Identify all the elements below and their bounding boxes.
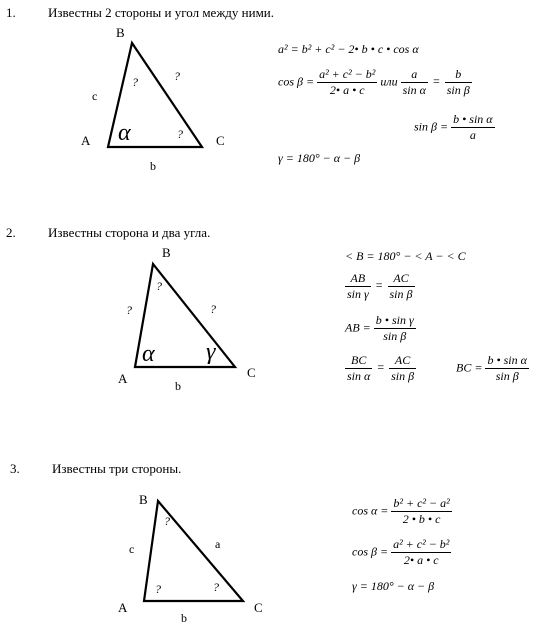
ratio-a-denominator: sin α xyxy=(402,83,426,97)
equals-sign: = xyxy=(377,360,385,375)
denominator: sin α xyxy=(347,369,371,383)
numerator: a² + c² − b² xyxy=(393,537,450,551)
vertex-b-label: B xyxy=(139,492,148,507)
unknown-side-a: ? xyxy=(174,69,180,83)
unknown-angle-b: ? xyxy=(156,279,162,293)
side-a-label: a xyxy=(215,537,221,551)
gamma-formula: γ = 180° − α − β xyxy=(352,579,435,593)
vertex-c-label: C xyxy=(254,600,263,615)
angle-alpha-symbol: α xyxy=(142,341,155,367)
cos-alpha-fraction xyxy=(391,496,451,527)
sin-beta-denominator: a xyxy=(469,128,476,142)
denominator: sin β xyxy=(383,329,407,343)
or-word: или xyxy=(380,74,398,89)
unknown-angle-a: ? xyxy=(155,582,161,596)
cos-beta-lhs: cos β = xyxy=(352,544,389,559)
cos-alpha-formula xyxy=(352,496,452,527)
denominator: sin β xyxy=(389,287,413,301)
numerator: AC xyxy=(389,353,416,369)
ab-lhs: AB = xyxy=(345,320,371,335)
side-b-label: b xyxy=(181,611,187,625)
unknown-angle-b: ? xyxy=(132,75,138,89)
angle-gamma-symbol: γ xyxy=(206,339,216,365)
vertex-b-label: B xyxy=(162,245,171,260)
unknown-angle-b: ? xyxy=(164,514,170,528)
numerator: b² + c² − a² xyxy=(393,496,450,510)
bc-lhs: BC = xyxy=(456,360,483,375)
side-c-label: c xyxy=(129,542,135,556)
section2-heading: Известны сторона и два угла. xyxy=(48,225,211,240)
ratio-b-denominator: sin β xyxy=(446,83,470,97)
denominator: sin β xyxy=(495,369,519,383)
law-of-cosines-formula: a² = b² + c² − 2• b • c • cos α xyxy=(278,42,419,56)
cos-beta-formula xyxy=(352,537,451,568)
vertex-a-label: A xyxy=(81,133,91,148)
vertex-c-label: C xyxy=(216,133,225,148)
unknown-side-a: ? xyxy=(210,302,216,316)
equals-sign: = xyxy=(432,74,440,89)
cos-beta-fraction xyxy=(391,537,451,568)
vertex-c-label: C xyxy=(247,365,256,380)
unknown-side-c: ? xyxy=(126,303,132,317)
vertex-a-label: A xyxy=(118,600,128,615)
unknown-angle-c: ? xyxy=(213,580,219,594)
cos-beta-lhs: cos β = xyxy=(278,74,315,89)
denominator: sin β xyxy=(391,369,415,383)
numerator: AB xyxy=(345,271,371,287)
sin-beta-lhs: sin β = xyxy=(414,119,449,134)
sin-beta-numerator: b • sin α xyxy=(453,112,493,126)
angle-alpha-symbol: α xyxy=(118,120,131,146)
ratio-a-numerator: a xyxy=(401,67,428,83)
numerator: b • sin γ xyxy=(375,313,414,327)
vertex-b-label: B xyxy=(116,25,125,40)
side-b-label: b xyxy=(150,159,156,173)
section3-number: 3. xyxy=(10,461,20,476)
section3-heading: Известны три стороны. xyxy=(52,461,182,476)
denominator: 2• a • c xyxy=(403,553,439,567)
equals-sign: = xyxy=(375,278,383,293)
side-c-label: c xyxy=(92,89,98,103)
cos-beta-denominator: 2• a • c xyxy=(329,83,365,97)
cos-beta-numerator: a² + c² − b² xyxy=(319,67,376,81)
vertex-a-label: A xyxy=(118,371,128,386)
denominator: 2 • b • c xyxy=(402,512,441,526)
section1-number: 1. xyxy=(6,5,16,20)
ratio-b-numerator: b xyxy=(445,67,472,83)
cos-alpha-lhs: cos α = xyxy=(352,503,389,518)
numerator: b • sin α xyxy=(487,353,527,367)
side-b-label: b xyxy=(175,379,181,393)
gamma-formula: γ = 180° − α − β xyxy=(278,151,361,165)
denominator: sin γ xyxy=(347,287,369,301)
section1-heading: Известны 2 стороны и угол между ними. xyxy=(48,5,275,20)
unknown-angle-c: ? xyxy=(177,127,183,141)
numerator: BC xyxy=(345,353,372,369)
numerator: AC xyxy=(388,271,415,287)
angle-b-formula: < B = 180° − < A − < C xyxy=(345,249,466,263)
section2-number: 2. xyxy=(6,225,16,240)
